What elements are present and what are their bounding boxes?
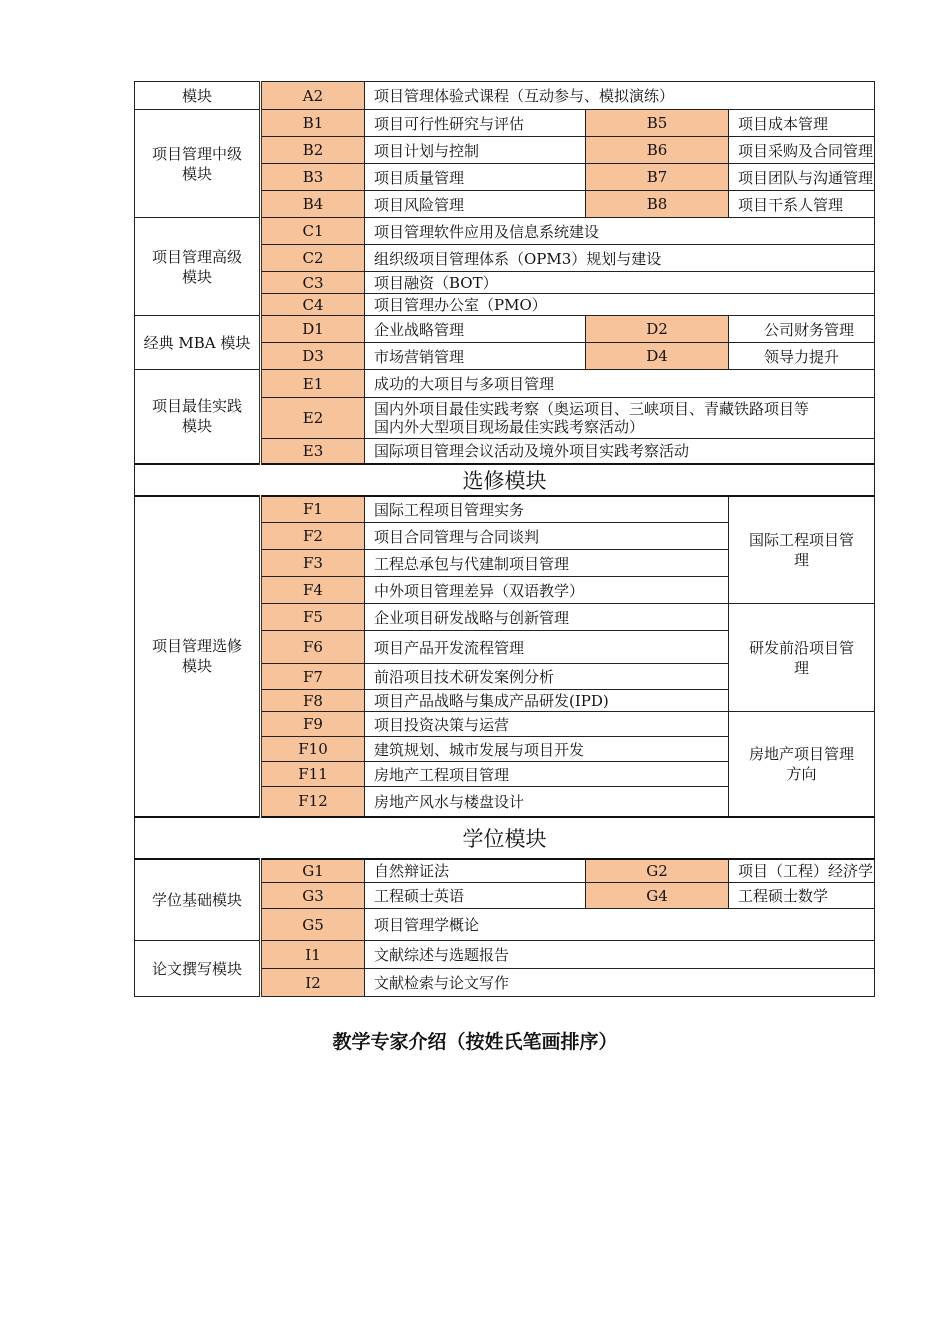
course-code: F11 — [261, 762, 365, 787]
course-name: 前沿项目技术研发案例分析 — [365, 664, 729, 690]
course-code: E1 — [261, 370, 365, 398]
course-module-table — [134, 81, 875, 997]
course-name: 国际工程项目管理实务 — [365, 496, 729, 523]
course-name: 项目计划与控制 — [365, 137, 586, 164]
course-name: 项目管理体验式课程（互动参与、模拟演练） — [365, 82, 875, 110]
table-row — [135, 464, 875, 496]
course-code: E3 — [261, 439, 365, 464]
course-code: D2 — [586, 316, 729, 343]
course-code: C2 — [261, 245, 365, 272]
course-code: C1 — [261, 218, 365, 245]
course-code: F1 — [261, 496, 365, 523]
course-name: 工程硕士数学 — [729, 883, 875, 909]
course-name: 项目管理办公室（PMO） — [365, 294, 875, 316]
course-name: 建筑规划、城市发展与项目开发 — [365, 737, 729, 762]
course-code: D1 — [261, 316, 365, 343]
course-code: F10 — [261, 737, 365, 762]
table-row — [135, 316, 875, 343]
course-name: 项目产品战略与集成产品研发(IPD) — [365, 690, 729, 712]
course-code: D3 — [261, 343, 365, 370]
course-code: I2 — [261, 969, 365, 997]
category-cell — [135, 110, 261, 218]
course-name: 组织级项目管理体系（OPM3）规划与建设 — [365, 245, 875, 272]
course-code: G1 — [261, 859, 365, 883]
course-name: 成功的大项目与多项目管理 — [365, 370, 875, 398]
course-code: F12 — [261, 787, 365, 817]
course-code: F6 — [261, 631, 365, 664]
course-name: 项目合同管理与合同谈判 — [365, 523, 729, 550]
course-name: 项目投资决策与运营 — [365, 712, 729, 737]
course-code: B1 — [261, 110, 365, 137]
course-code: D4 — [586, 343, 729, 370]
course-code: I1 — [261, 941, 365, 969]
course-name: 文献综述与选题报告 — [365, 941, 875, 969]
course-name: 项目可行性研究与评估 — [365, 110, 586, 137]
course-code: G4 — [586, 883, 729, 909]
course-name: 国际项目管理会议活动及境外项目实践考察活动 — [365, 439, 875, 464]
table-row — [135, 496, 875, 523]
course-name: 公司财务管理 — [729, 316, 875, 343]
course-code: F7 — [261, 664, 365, 690]
direction-cell — [729, 712, 875, 817]
course-code: G3 — [261, 883, 365, 909]
course-name: 项目团队与沟通管理 — [729, 164, 875, 191]
direction-label: 研发前沿项目管 理 — [749, 638, 855, 677]
table-row — [135, 82, 875, 110]
course-name: 工程总承包与代建制项目管理 — [365, 550, 729, 577]
course-name: 国内外项目最佳实践考察（奥运项目、三峡项目、青藏铁路项目等 国内外大型项目现场最佳实践考察活动） — [365, 398, 875, 439]
category-cell — [135, 370, 261, 464]
course-name: 房地产风水与楼盘设计 — [365, 787, 729, 817]
course-code: B3 — [261, 164, 365, 191]
course-name: 文献检索与论文写作 — [365, 969, 875, 997]
course-name: 工程硕士英语 — [365, 883, 586, 909]
direction-cell — [729, 604, 875, 712]
table-row — [135, 218, 875, 245]
course-code: F2 — [261, 523, 365, 550]
course-name: 项目质量管理 — [365, 164, 586, 191]
course-code: G5 — [261, 909, 365, 941]
category-cell — [135, 218, 261, 316]
category-label: 项目管理中级 模块 — [151, 144, 242, 183]
course-name: 项目管理学概论 — [365, 909, 875, 941]
course-name: 项目成本管理 — [729, 110, 875, 137]
direction-label: 国际工程项目管 理 — [749, 530, 855, 569]
table-row — [135, 110, 875, 137]
category-cell: 经典 MBA 模块 — [135, 316, 261, 370]
course-code: F3 — [261, 550, 365, 577]
course-code: G2 — [586, 859, 729, 883]
table-row — [135, 817, 875, 859]
course-code: C3 — [261, 272, 365, 294]
section-heading: 学位模块 — [135, 817, 875, 859]
course-code: F4 — [261, 577, 365, 604]
course-name: 项目风险管理 — [365, 191, 586, 218]
course-name: 市场营销管理 — [365, 343, 586, 370]
course-code: F8 — [261, 690, 365, 712]
course-code: B4 — [261, 191, 365, 218]
table-row — [135, 370, 875, 398]
course-name: 项目管理软件应用及信息系统建设 — [365, 218, 875, 245]
course-name: 项目干系人管理 — [729, 191, 875, 218]
course-name: 项目产品开发流程管理 — [365, 631, 729, 664]
course-name: 项目（工程）经济学 — [729, 859, 875, 883]
course-code: C4 — [261, 294, 365, 316]
category-label: 项目最佳实践 模块 — [151, 397, 242, 436]
table-row — [135, 941, 875, 969]
course-code: B5 — [586, 110, 729, 137]
category-cell: 学位基础模块 — [135, 859, 261, 941]
experts-section-title: 教学专家介绍（按姓氏笔画排序） — [332, 1031, 618, 1053]
course-code: B6 — [586, 137, 729, 164]
course-code: A2 — [261, 82, 365, 110]
course-name: 自然辩证法 — [365, 859, 586, 883]
course-code: F9 — [261, 712, 365, 737]
category-label: 项目管理选修 模块 — [151, 637, 242, 675]
category-label: 项目管理高级 模块 — [151, 247, 242, 286]
course-name: 项目融资（BOT） — [365, 272, 875, 294]
course-name: 企业战略管理 — [365, 316, 586, 343]
course-code: F5 — [261, 604, 365, 631]
course-name: 企业项目研发战略与创新管理 — [365, 604, 729, 631]
course-code: B8 — [586, 191, 729, 218]
course-name: 项目采购及合同管理 — [729, 137, 875, 164]
direction-cell — [729, 496, 875, 604]
course-name: 房地产工程项目管理 — [365, 762, 729, 787]
course-code: B7 — [586, 164, 729, 191]
category-cell: 模块 — [135, 82, 261, 110]
category-cell: 论文撰写模块 — [135, 941, 261, 997]
course-name: 领导力提升 — [729, 343, 875, 370]
section-heading: 选修模块 — [135, 464, 875, 496]
category-cell — [135, 496, 261, 817]
course-name: 中外项目管理差异（双语教学） — [365, 577, 729, 604]
table-row — [135, 859, 875, 883]
direction-label: 房地产项目管理 方向 — [749, 744, 855, 783]
course-code: E2 — [261, 398, 365, 439]
course-code: B2 — [261, 137, 365, 164]
